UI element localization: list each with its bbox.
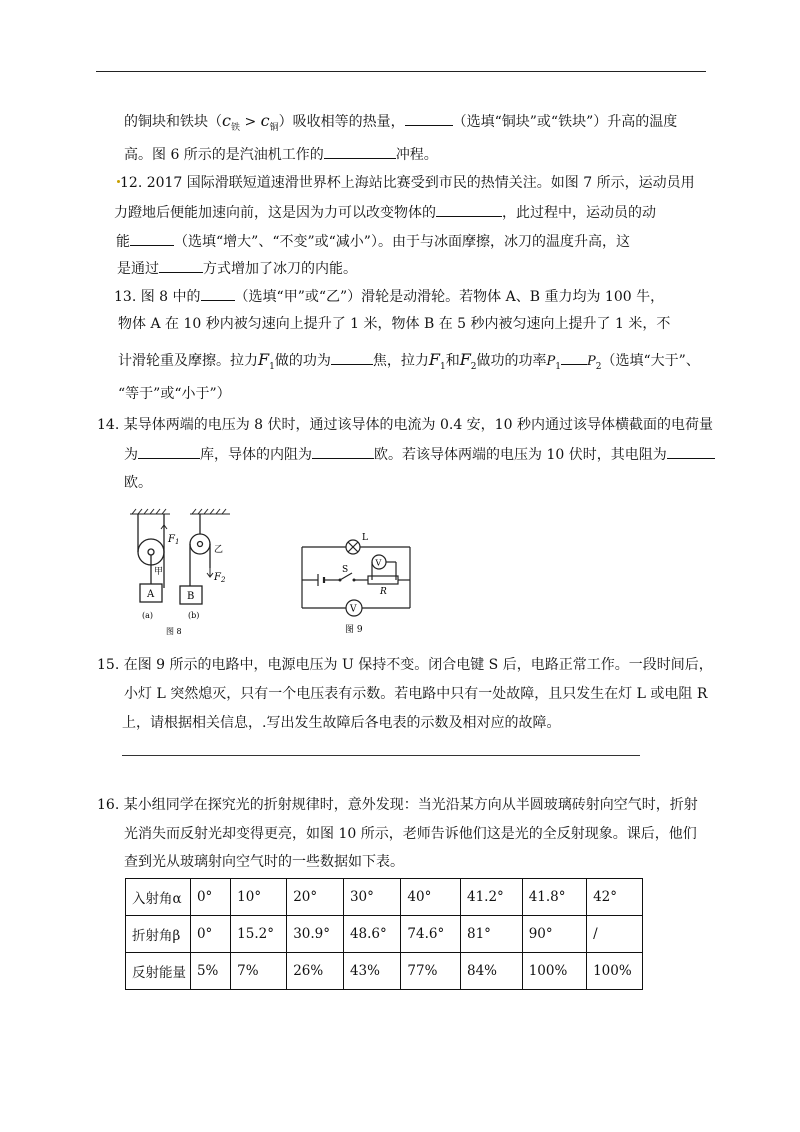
- q12-text: 是通过: [117, 261, 159, 277]
- q13-text: “等于”或“小于”）: [118, 386, 231, 402]
- q15-line-1: [97, 655, 713, 675]
- q13-text: （选填“大于”、: [601, 353, 700, 369]
- q13-text: （选填“甲”或“乙”）滑轮是动滑轮。若物体 A、B 重力均为 100 牛，: [234, 289, 665, 305]
- label-v2: V: [350, 604, 357, 615]
- q14-text: 库，导体的内阻为: [200, 447, 312, 463]
- symbol-P: P: [587, 354, 596, 369]
- circuit-figure: [292, 530, 432, 640]
- table-cell: 90°: [522, 916, 586, 953]
- q13-text: 和: [445, 353, 460, 369]
- q12-line-3: [116, 231, 630, 252]
- q13-text: 做功的功率: [476, 353, 547, 369]
- q14-text: 欧。: [124, 475, 152, 491]
- q16-line-1: [97, 795, 698, 815]
- table-cell: 74.6°: [401, 916, 461, 953]
- q13-text: 计滑轮重及摩擦。拉力: [118, 353, 258, 369]
- q12-text: 方式增加了冰刀的内能。: [203, 261, 357, 277]
- answer-blank[interactable]: [331, 350, 373, 365]
- figure-8-caption: 图 8: [166, 627, 182, 636]
- q11-line-2: [124, 144, 438, 165]
- table-row: [126, 916, 643, 953]
- row-header: 入射角α: [126, 879, 191, 916]
- answer-blank[interactable]: [436, 202, 502, 217]
- answer-blank[interactable]: [667, 444, 715, 459]
- q12-text: 力蹬地后便能加速向前，这是因为力可以改变物体的: [114, 205, 436, 221]
- q16-line-3: [124, 852, 404, 872]
- fixed-pulley: [190, 534, 210, 554]
- q12-line-1: [120, 173, 695, 193]
- answer-blank[interactable]: [312, 444, 374, 459]
- q16-text: 查到光从玻璃射向空气时的一些数据如下表。: [124, 854, 404, 870]
- table-cell: 10°: [231, 879, 287, 916]
- answer-blank[interactable]: [130, 231, 174, 246]
- q16-text: 16. 某小组同学在探究光的折射规律时，意外发现：当光沿某方向从半圆玻璃砖射向空气时，折射: [97, 797, 698, 813]
- q15-text: 小灯 L 突然熄灭，只有一个电压表有示数。若电路中只有一处故障，且只发生在灯 L 或电阻 R: [124, 686, 708, 702]
- f1-arrow: [161, 525, 167, 534]
- q13-line-3: [118, 350, 700, 377]
- sub-1: 1: [555, 361, 562, 372]
- table-cell: 41.8°: [522, 879, 586, 916]
- symbol-c: c: [222, 111, 231, 130]
- label-f2: $F_2$: [214, 572, 226, 584]
- label-l: L: [362, 533, 368, 543]
- label-yi: 乙: [214, 545, 224, 555]
- q11-line-1: [124, 111, 677, 138]
- table-cell: 41.2°: [460, 879, 522, 916]
- table-cell: 0°: [190, 879, 230, 916]
- table-row: [126, 953, 643, 990]
- sub-2: 2: [595, 361, 602, 372]
- q13-text: 焦，拉力: [372, 353, 429, 369]
- symbol-P: P: [546, 354, 556, 369]
- switch-contact: [353, 579, 356, 582]
- q13-line-4: [118, 384, 231, 404]
- q12-text: （选填“增大”、“不变”或“减小”）。由于与冰面摩擦，冰刀的温度升高，这: [174, 234, 630, 250]
- label-jia: 甲: [154, 567, 164, 577]
- label-r: R: [380, 587, 387, 597]
- pulley-axle: [148, 549, 154, 555]
- q14-text: 为: [124, 447, 138, 463]
- table-cell: 81°: [460, 916, 522, 953]
- table-cell: 100%: [587, 953, 643, 990]
- q13-line-1: [114, 286, 664, 307]
- ceiling-hatch: [130, 509, 230, 514]
- symbol-c: c: [260, 111, 270, 130]
- answer-blank[interactable]: [561, 350, 587, 365]
- table-cell: 5%: [190, 953, 230, 990]
- q12-line-2: [114, 202, 656, 223]
- table-cell: 7%: [231, 953, 287, 990]
- label-s: S: [342, 565, 349, 575]
- table-cell: 100%: [522, 953, 586, 990]
- table-cell: 20°: [287, 879, 344, 916]
- q11-text: ）吸收相等的热量，: [278, 114, 405, 130]
- answer-blank[interactable]: [405, 111, 453, 126]
- q12-text: ，此过程中，运动员的动: [502, 205, 656, 221]
- sub-copper: 铜: [269, 122, 279, 133]
- q12-text: 能: [116, 234, 130, 250]
- table-cell: 30°: [343, 879, 400, 916]
- sub-1: 1: [439, 361, 446, 372]
- table-cell: 84%: [460, 953, 522, 990]
- q11-text: （选填“铜块”或“铁块”）升高的温度: [452, 114, 678, 130]
- q14-text: 14. 某导体两端的电压为 8 伏时，通过该导体的电流为 0.4 安，10 秒内通过该导体横截面的电荷量: [97, 417, 713, 433]
- sub-iron: 铁: [230, 122, 240, 133]
- label-f1: $F_1$: [168, 534, 180, 546]
- table-cell: 77%: [401, 953, 461, 990]
- row-header: 反射能量: [126, 953, 191, 990]
- q11-text: 的铜块和铁块（: [124, 114, 222, 130]
- q13-text: 13. 图 8 中的: [114, 289, 201, 305]
- q15-text: 15. 在图 9 所示的电路中，电源电压为 U 保持不变。闭合电键 S 后，电路正常工作。一段时间后，: [97, 657, 713, 673]
- q16-line-2: [124, 824, 697, 844]
- sub-1: 1: [269, 361, 275, 372]
- greater-than: >: [244, 114, 257, 130]
- figure-9-caption: 图 9: [345, 625, 363, 635]
- q14-line-2: [124, 444, 715, 465]
- q13-line-2: [118, 314, 670, 334]
- table-cell: 26%: [287, 953, 344, 990]
- sub-2: 2: [470, 361, 477, 372]
- table-cell: 42°: [587, 879, 643, 916]
- answer-line[interactable]: [122, 755, 640, 756]
- q15-line-3: [122, 713, 560, 733]
- q13-text: 做的功为: [274, 353, 331, 369]
- q14-line-3: [124, 473, 152, 493]
- label-a: A: [147, 589, 155, 600]
- header-rule: [96, 71, 706, 72]
- table-cell: 0°: [190, 916, 230, 953]
- row-header: 折射角β: [126, 916, 191, 953]
- answer-blank[interactable]: [138, 444, 200, 459]
- answer-blank[interactable]: [324, 144, 396, 159]
- q11-text: 高。图 6 所示的是汽油机工作的: [124, 147, 324, 163]
- symbol-F: F: [428, 350, 440, 369]
- table-cell: 43%: [343, 953, 400, 990]
- pulley-axle: [198, 542, 203, 547]
- q15-text: 上，请根据相关信息，.写出发生故障后各电表的示数及相对应的故障。: [122, 715, 561, 731]
- table-cell: 15.2°: [231, 916, 287, 953]
- label-b: B: [187, 591, 195, 602]
- q16-text: 光消失而反射光却变得更亮，如图 10 所示，老师告诉他们这是光的全反射现象。课后，他们: [124, 826, 697, 842]
- q13-text: 物体 A 在 10 秒内被匀速向上提升了 1 米，物体 B 在 5 秒内被匀速向上提升了 1 米，不: [118, 316, 671, 332]
- q12-line-4: [117, 258, 357, 279]
- f2-arrow: [207, 568, 213, 577]
- pulley-figure: [126, 508, 236, 640]
- caption-a: (a): [142, 611, 154, 620]
- table-cell: 40°: [401, 879, 461, 916]
- table-cell: 48.6°: [343, 916, 400, 953]
- switch-pivot: [339, 579, 342, 582]
- refraction-data-table: [125, 878, 643, 990]
- q12-text: 12. 2017 国际滑联短道速滑世界杯上海站比赛受到市民的热情关注。如图 7 所示，运动员用: [120, 175, 695, 191]
- label-v1: V: [375, 558, 382, 568]
- q15-line-2: [124, 684, 707, 704]
- table-cell: 30.9°: [287, 916, 344, 953]
- table-row: [126, 879, 643, 916]
- q11-text: 冲程。: [395, 147, 438, 163]
- table-cell: /: [587, 916, 643, 953]
- q14-line-1: [97, 415, 713, 435]
- answer-blank[interactable]: [159, 258, 203, 273]
- answer-blank[interactable]: [201, 286, 235, 301]
- symbol-F: F: [459, 350, 471, 369]
- q14-text: 欧。若该导体两端的电压为 10 伏时，其电阻为: [374, 447, 667, 463]
- caption-b: (b): [188, 611, 200, 620]
- symbol-F: F: [258, 350, 270, 369]
